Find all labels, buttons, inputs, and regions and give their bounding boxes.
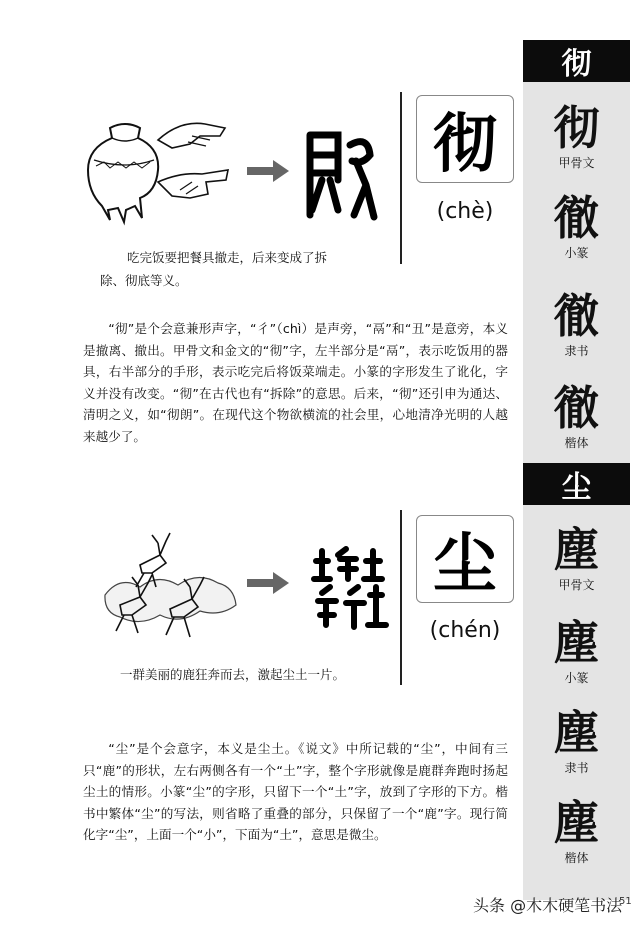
explanation-paragraph: “彻”是个会意兼形声字，“彳”（chì）是声旁，“鬲”和“丑”是意旁，本义是撤离、撤出。甲骨文和金文的“彻”字，左半部分是“鬲”，表示吃饭用的器具，右半部分的手形，表示吃完后将饭菜端走。小篆的字形发生了讹化，字义并没有改变。“彻”在古代也有“拆除”的意思。后来，“彻”还引申为通达、清明之义，如“彻朗”。在现代这个物欲横流的社会里，心地清净光明的人越来越少了。 xyxy=(83,321,508,444)
arrow-right-icon xyxy=(247,160,289,182)
pinyin-label: (chè) xyxy=(436,199,494,224)
page-number: 51 xyxy=(619,896,632,907)
caption-line: 一群美丽的鹿狂奔而去，激起尘土一片。 xyxy=(120,667,346,682)
sidebar-label: 小篆 xyxy=(564,671,589,685)
sidebar-item-chen-seal xyxy=(523,615,630,685)
tripod-vessel-illustration xyxy=(80,110,240,230)
character-box: 尘 xyxy=(416,515,514,603)
character-sidebar xyxy=(523,40,630,900)
sidebar-label: 隶书 xyxy=(564,344,589,358)
sidebar-label: 小篆 xyxy=(564,246,589,260)
sidebar-glyph: 徹 xyxy=(553,381,600,435)
sidebar-glyph: 徹 xyxy=(553,289,600,343)
sidebar-label: 甲骨文 xyxy=(558,578,595,592)
sidebar-header-che: 彻 xyxy=(523,40,630,82)
sidebar-glyph: 塵 xyxy=(553,796,600,850)
sidebar-label: 隶书 xyxy=(564,761,589,775)
sidebar-item-chen-oracle xyxy=(523,522,630,592)
seal-script-chen-glyph xyxy=(310,545,390,635)
watermark-text: 头条 @木木硬笔书法 xyxy=(473,896,623,915)
caption-line: 除、彻底等义。 xyxy=(100,273,188,288)
sidebar-item-chen-clerical xyxy=(523,705,630,775)
sidebar-label: 甲骨文 xyxy=(558,156,595,170)
sidebar-item-che-oracle xyxy=(523,100,630,170)
oracle-script-che-glyph xyxy=(300,125,380,225)
character-box: 彻 xyxy=(416,95,514,183)
divider-line xyxy=(400,92,402,264)
sidebar-glyph: 塵 xyxy=(553,706,600,760)
sidebar-glyph: 彻 xyxy=(553,101,600,155)
sidebar-item-che-clerical xyxy=(523,288,630,358)
pinyin-label: (chén) xyxy=(429,618,501,643)
sidebar-item-chen-regular xyxy=(523,795,630,865)
divider-line xyxy=(400,510,402,685)
explanation-paragraph: “尘”是个会意字，本义是尘土。《说文》中所记载的“尘”，中间有三只“鹿”的形状，左右两侧各有一个“土”字，整个字形就像是鹿群奔跑时扬起尘土的情形。小篆“尘”的字形，只留下一个“土”字，放到了字形的下方。楷书中繁体“尘”的写法，则省略了重叠的部分，只保留了一个“鹿”字。现行简化字“尘”，上面一个“小”，下面为“土”，意思是微尘。 xyxy=(83,741,508,842)
running-deer-illustration xyxy=(100,525,240,655)
caption-line: 吃完饭要把餐具撤走，后来变成了拆 xyxy=(127,250,328,265)
sidebar-label: 楷体 xyxy=(564,851,589,865)
sidebar-item-che-seal xyxy=(523,190,630,260)
sidebar-glyph: 塵 xyxy=(553,523,600,577)
sidebar-glyph: 塵 xyxy=(553,616,600,670)
sidebar-item-che-regular xyxy=(523,380,630,450)
sidebar-glyph: 徹 xyxy=(553,191,600,245)
sidebar-header-chen: 尘 xyxy=(523,463,630,505)
sidebar-label: 楷体 xyxy=(564,436,589,450)
arrow-right-icon xyxy=(247,572,289,594)
